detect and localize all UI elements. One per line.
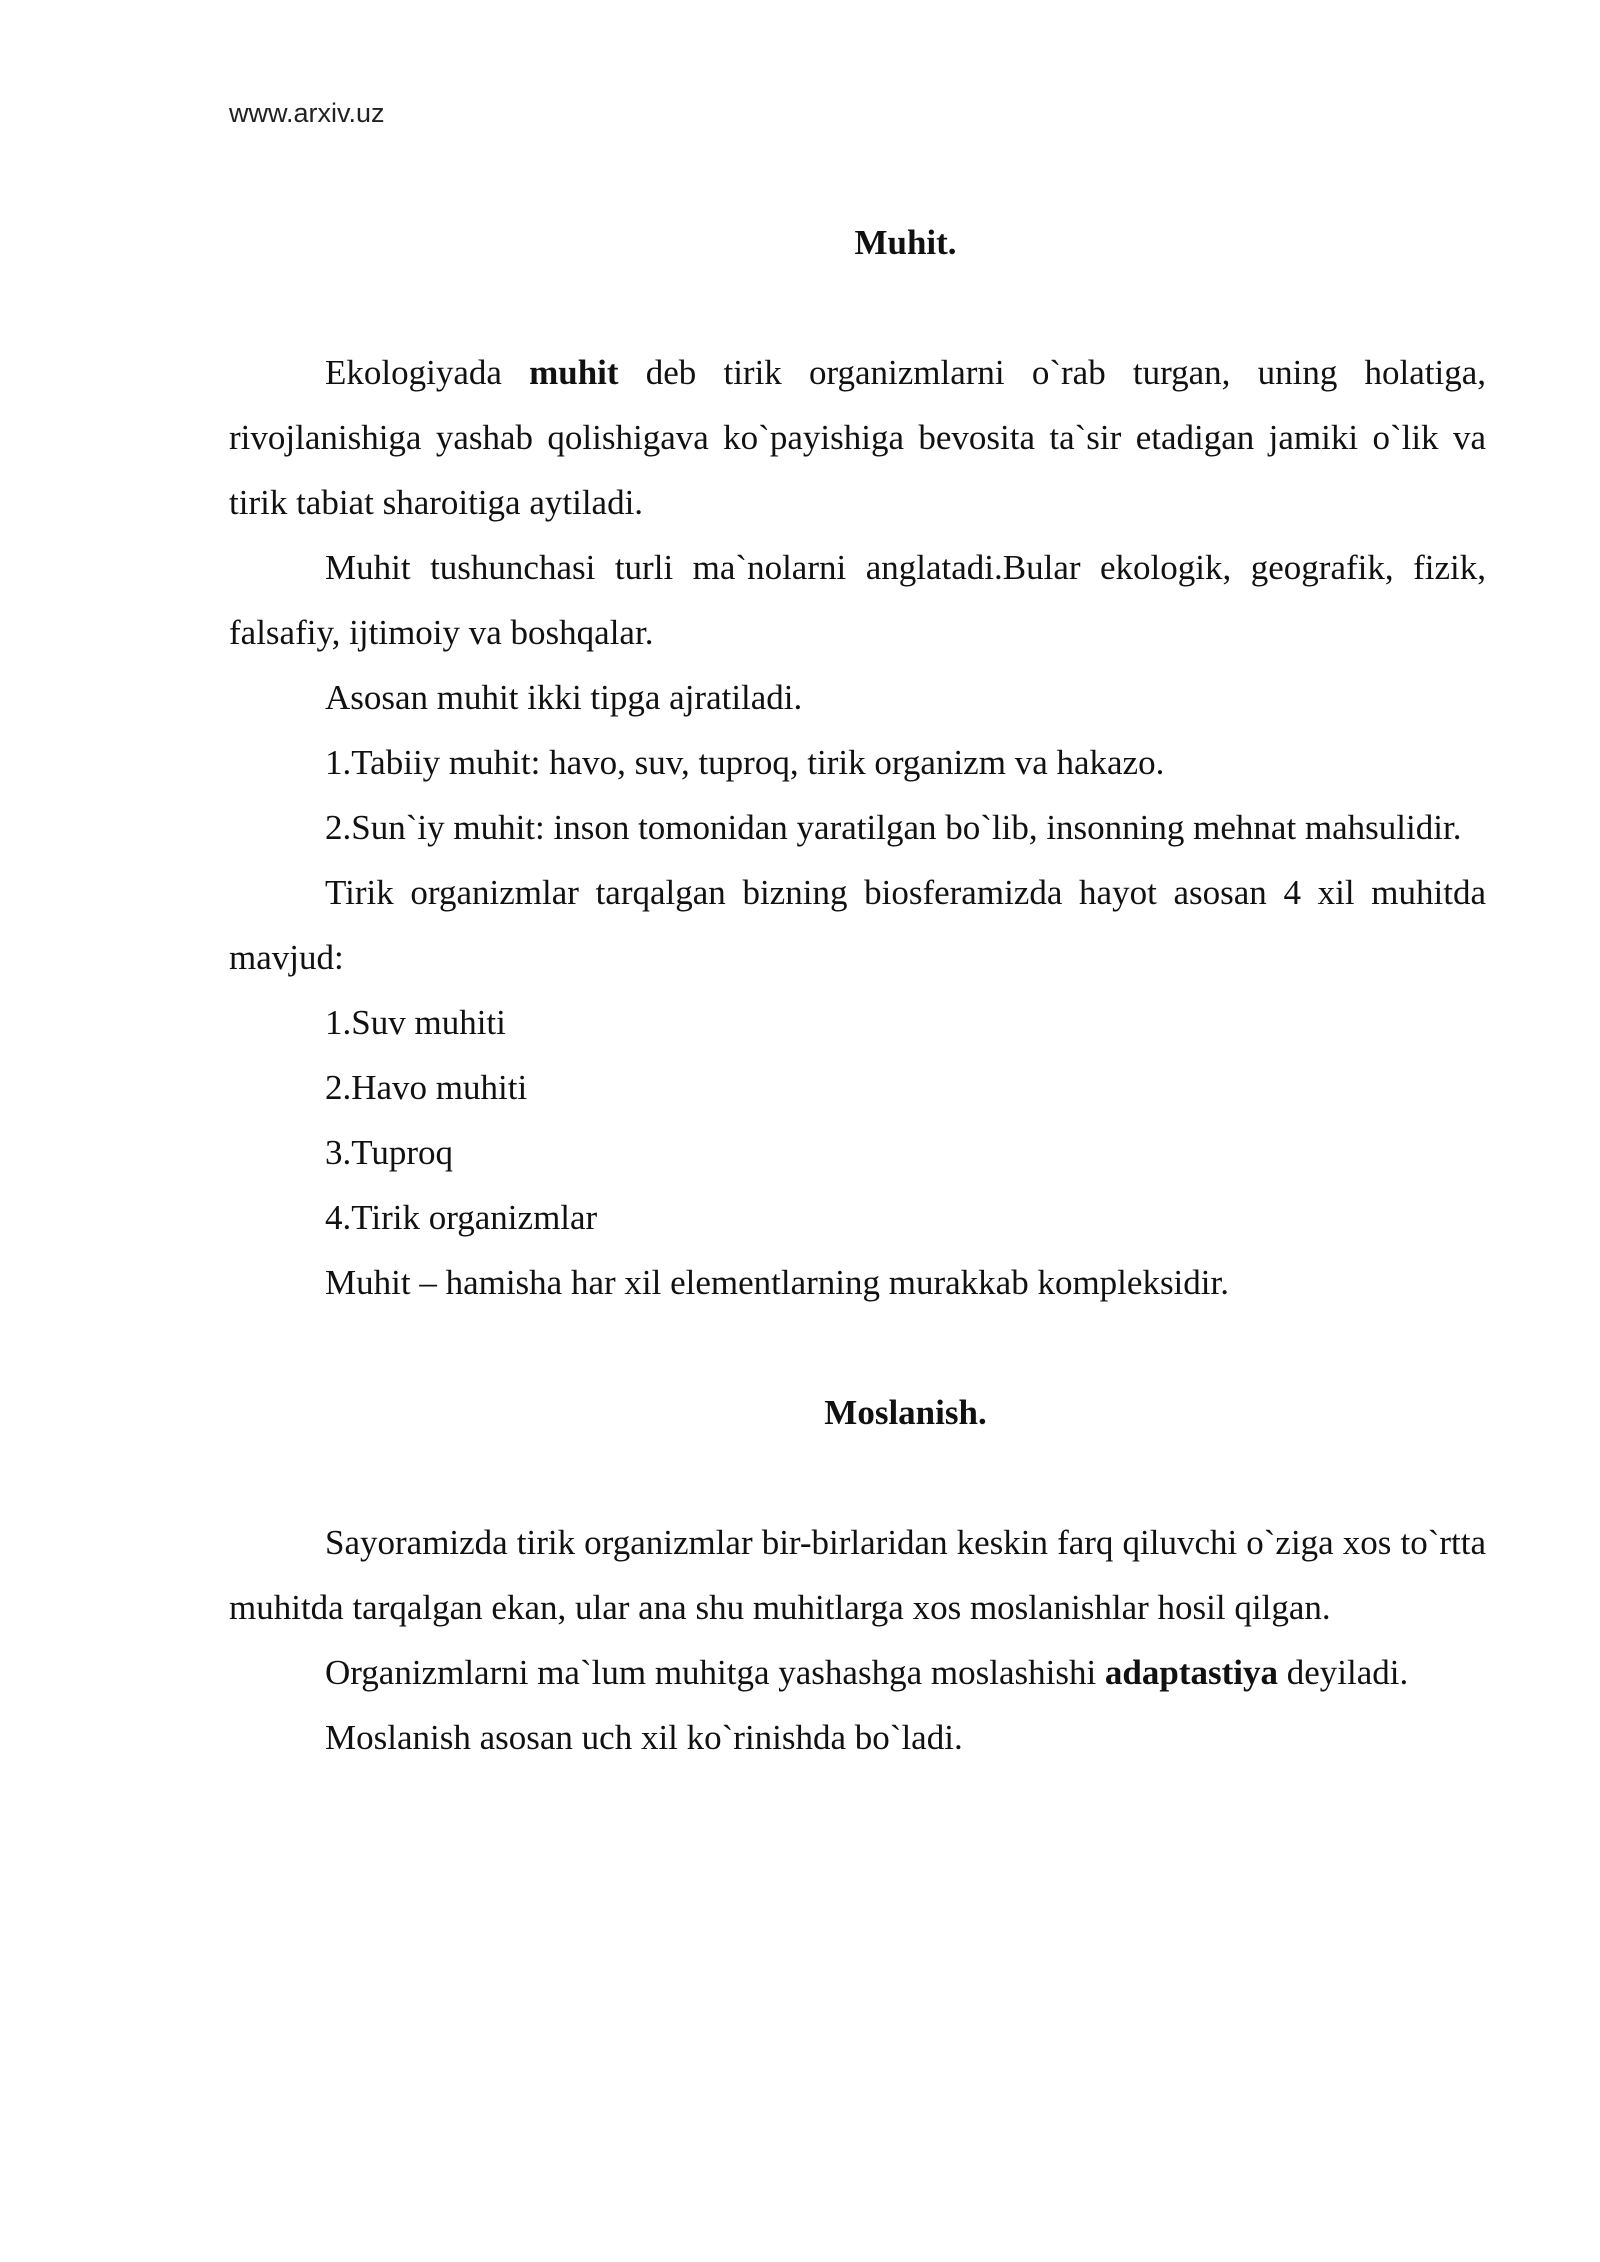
list-item: 2.Havo muhiti (325, 1068, 528, 1107)
spacer (229, 1445, 1486, 1510)
paragraph-complex: Muhit – hamisha har xil elementlarning murakkab kompleksidir. (325, 1263, 1229, 1302)
paragraph-biosphere: Tirik organizmlar tarqalgan bizning biosferamizda hayot asosan 4 xil muhitda mavjud: (229, 873, 1486, 977)
term-muhit: muhit (529, 353, 619, 392)
list-item: 3.Tuproq (325, 1133, 454, 1172)
document-body (229, 210, 1486, 1770)
adaptation-text-end: deyiladi. (1278, 1653, 1409, 1692)
paragraph-artificial-environment: 2.Sun`iy muhit: inson tomonidan yaratilgan bo`lib, insonning mehnat mahsulidir. (325, 808, 1462, 847)
section-title-muhit: Muhit. (854, 223, 957, 262)
adaptation-text-start: Organizmlarni ma`lum muhitga yashashga moslashishi (325, 1653, 1105, 1692)
paragraph-types-intro: Asosan muhit ikki tipga ajratiladi. (325, 678, 803, 717)
spacer (229, 275, 1486, 340)
list-item: 4.Tirik organizmlar (325, 1198, 598, 1237)
spacer (229, 1315, 1486, 1380)
site-url: www.arxiv.uz (229, 98, 385, 128)
list-item: 1.Suv muhiti (325, 1003, 506, 1042)
paragraph-natural-environment: 1.Tabiiy muhit: havo, suv, tuproq, tirik organizm va hakazo. (325, 743, 1165, 782)
section-title-moslanish: Moslanish. (824, 1393, 987, 1432)
term-adaptastiya: adaptastiya (1104, 1653, 1279, 1692)
definition-text-start: Ekologiyada (325, 353, 530, 392)
definition-text-end: deb tirik organizmlarni o`rab turgan, uning holatiga, rivojlanishiga yashab qolishigava ko`payishiga bevosita ta`sir etadigan jamiki o`lik va tirik tabiat sharoitiga aytiladi. (229, 353, 1486, 522)
paragraph-definition (229, 340, 1486, 535)
paragraph-adaptation-definition (229, 1640, 1486, 1705)
paragraph-meanings: Muhit tushunchasi turli ma`nolarni anglatadi.Bular ekologik, geografik, fizik, falsafiy, ijtimoiy va boshqalar. (229, 548, 1486, 652)
paragraph-three-forms: Moslanish asosan uch xil ko`rinishda bo`ladi. (325, 1718, 963, 1757)
paragraph-adaptations: Sayoramizda tirik organizmlar bir-birlaridan keskin farq qiluvchi o`ziga xos to`rtta muhitda tarqalgan ekan, ular ana shu muhitlarga xos moslanishlar hosil qilgan. (229, 1523, 1486, 1627)
